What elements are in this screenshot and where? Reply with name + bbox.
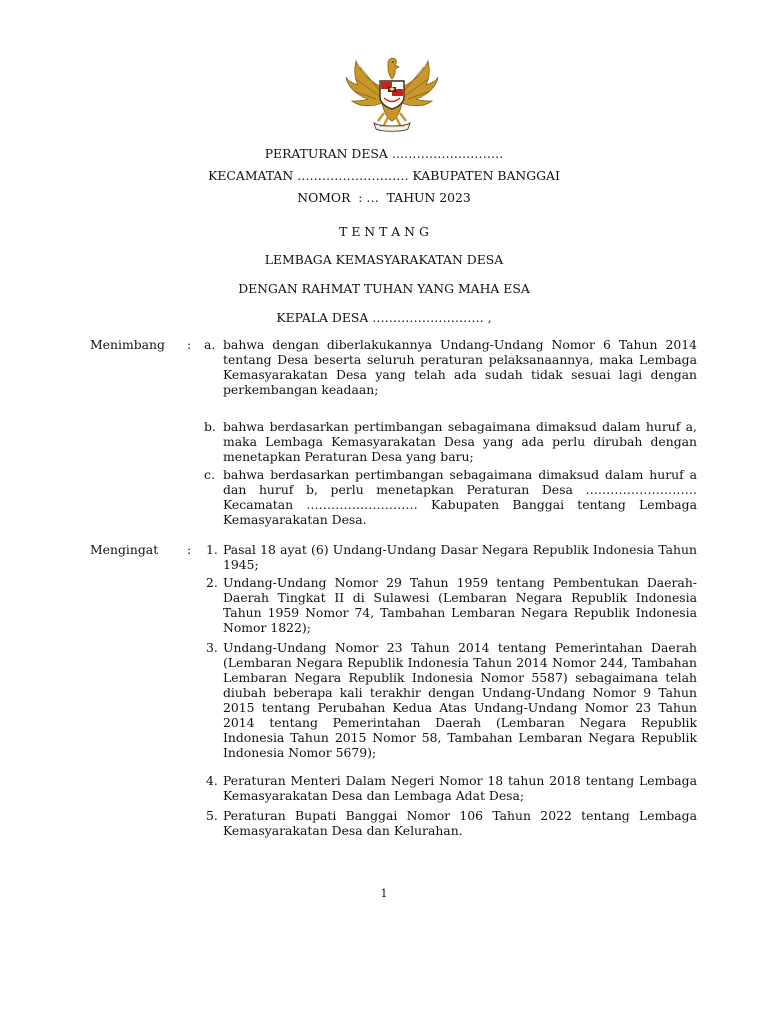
mengingat-marker-3: 3.	[206, 640, 218, 655]
menimbang-marker-a: a.	[204, 337, 216, 352]
mengingat-item-1: Pasal 18 ayat (6) Undang-Undang Dasar Negara Republik Indonesia Tahun 1945;	[223, 542, 697, 572]
subject-title: LEMBAGA KEMASYARAKATAN DESA	[264, 252, 504, 267]
mengingat-item-2: Undang-Undang Nomor 29 Tahun 1959 tentang Pembentukan Daerah-Daerah Tingkat II di Sulawesi (Lembaran Negara Republik Indonesia Tahun 1959 Nomor 74, Tambahan Lembaran Negara Republik Indonesia Nomor 1822);	[223, 575, 697, 635]
mengingat-marker-1: 1.	[206, 542, 218, 557]
menimbang-item-b: bahwa berdasarkan pertimbangan sebagaimana dimaksud dalam huruf a, maka Lembaga Kemasyarakatan Desa yang ada perlu dirubah dengan menetapkan Peraturan Desa yang baru;	[223, 419, 697, 464]
mengingat-label: Mengingat	[90, 542, 159, 557]
number-year-line: NOMOR : … TAHUN 2023	[297, 190, 471, 205]
menimbang-label: Menimbang	[90, 337, 165, 352]
mengingat-item-3: Undang-Undang Nomor 23 Tahun 2014 tentang Pemerintahan Daerah (Lembaran Negara Republik Indonesia Tahun 2014 Nomor 244, Tambahan Lembaran Negara Republik Indonesia Nomor 5587) sebagaimana telah diubah beberapa kali terakhir dengan Undang-Undang Nomor 9 Tahun 2015 tentang Perubahan Kedua Atas Undang-Undang Nomor 23 Tahun 2014 tentang Pemerintahan Daerah (Lembaran Negara Republik Indonesia Tahun 2015 Nomor 58, Tambahan Lembaran Negara Republik Indonesia Nomor 5679);	[223, 640, 697, 760]
mengingat-colon: :	[187, 542, 192, 557]
mengingat-marker-2: 2.	[206, 575, 218, 590]
menimbang-marker-b: b.	[204, 419, 216, 434]
mengingat-item-4: Peraturan Menteri Dalam Negeri Nomor 18 tahun 2018 tentang Lembaga Kemasyarakatan Desa dan Lembaga Adat Desa;	[223, 773, 697, 803]
mengingat-item-5: Peraturan Bupati Banggai Nomor 106 Tahun 2022 tentang Lembaga Kemasyarakatan Desa dan Kelurahan.	[223, 808, 697, 838]
tentang-heading: T E N T A N G	[339, 224, 429, 239]
authority-line: KEPALA DESA ……………………… ,	[276, 310, 492, 325]
mengingat-marker-5: 5.	[206, 808, 218, 823]
menimbang-item-c: bahwa berdasarkan pertimbangan sebagaimana dimaksud dalam huruf a dan huruf b, perlu menetapkan Peraturan Desa ……………………… Kecamatan ……………………… Kabupaten Banggai tentang Lembaga Kemasyarakatan Desa.	[223, 467, 697, 527]
menimbang-colon: :	[187, 337, 192, 352]
menimbang-item-a: bahwa dengan diberlakukannya Undang-Undang Nomor 6 Tahun 2014 tentang Desa beserta seluruh peraturan pelaksanaannya, maka Lembaga Kemasyarakatan Desa yang telah ada sudah tidak sesuai lagi dengan perkembangan keadaan;	[223, 337, 697, 397]
opening-phrase: DENGAN RAHMAT TUHAN YANG MAHA ESA	[238, 281, 530, 296]
garuda-emblem-icon	[344, 55, 440, 135]
jurisdiction-line: KECAMATAN ……………………… KABUPATEN BANGGAI	[208, 168, 560, 183]
menimbang-marker-c: c.	[204, 467, 215, 482]
regulation-title: PERATURAN DESA ………………………	[264, 146, 504, 161]
page-number: 1	[380, 887, 388, 900]
mengingat-marker-4: 4.	[206, 773, 218, 788]
